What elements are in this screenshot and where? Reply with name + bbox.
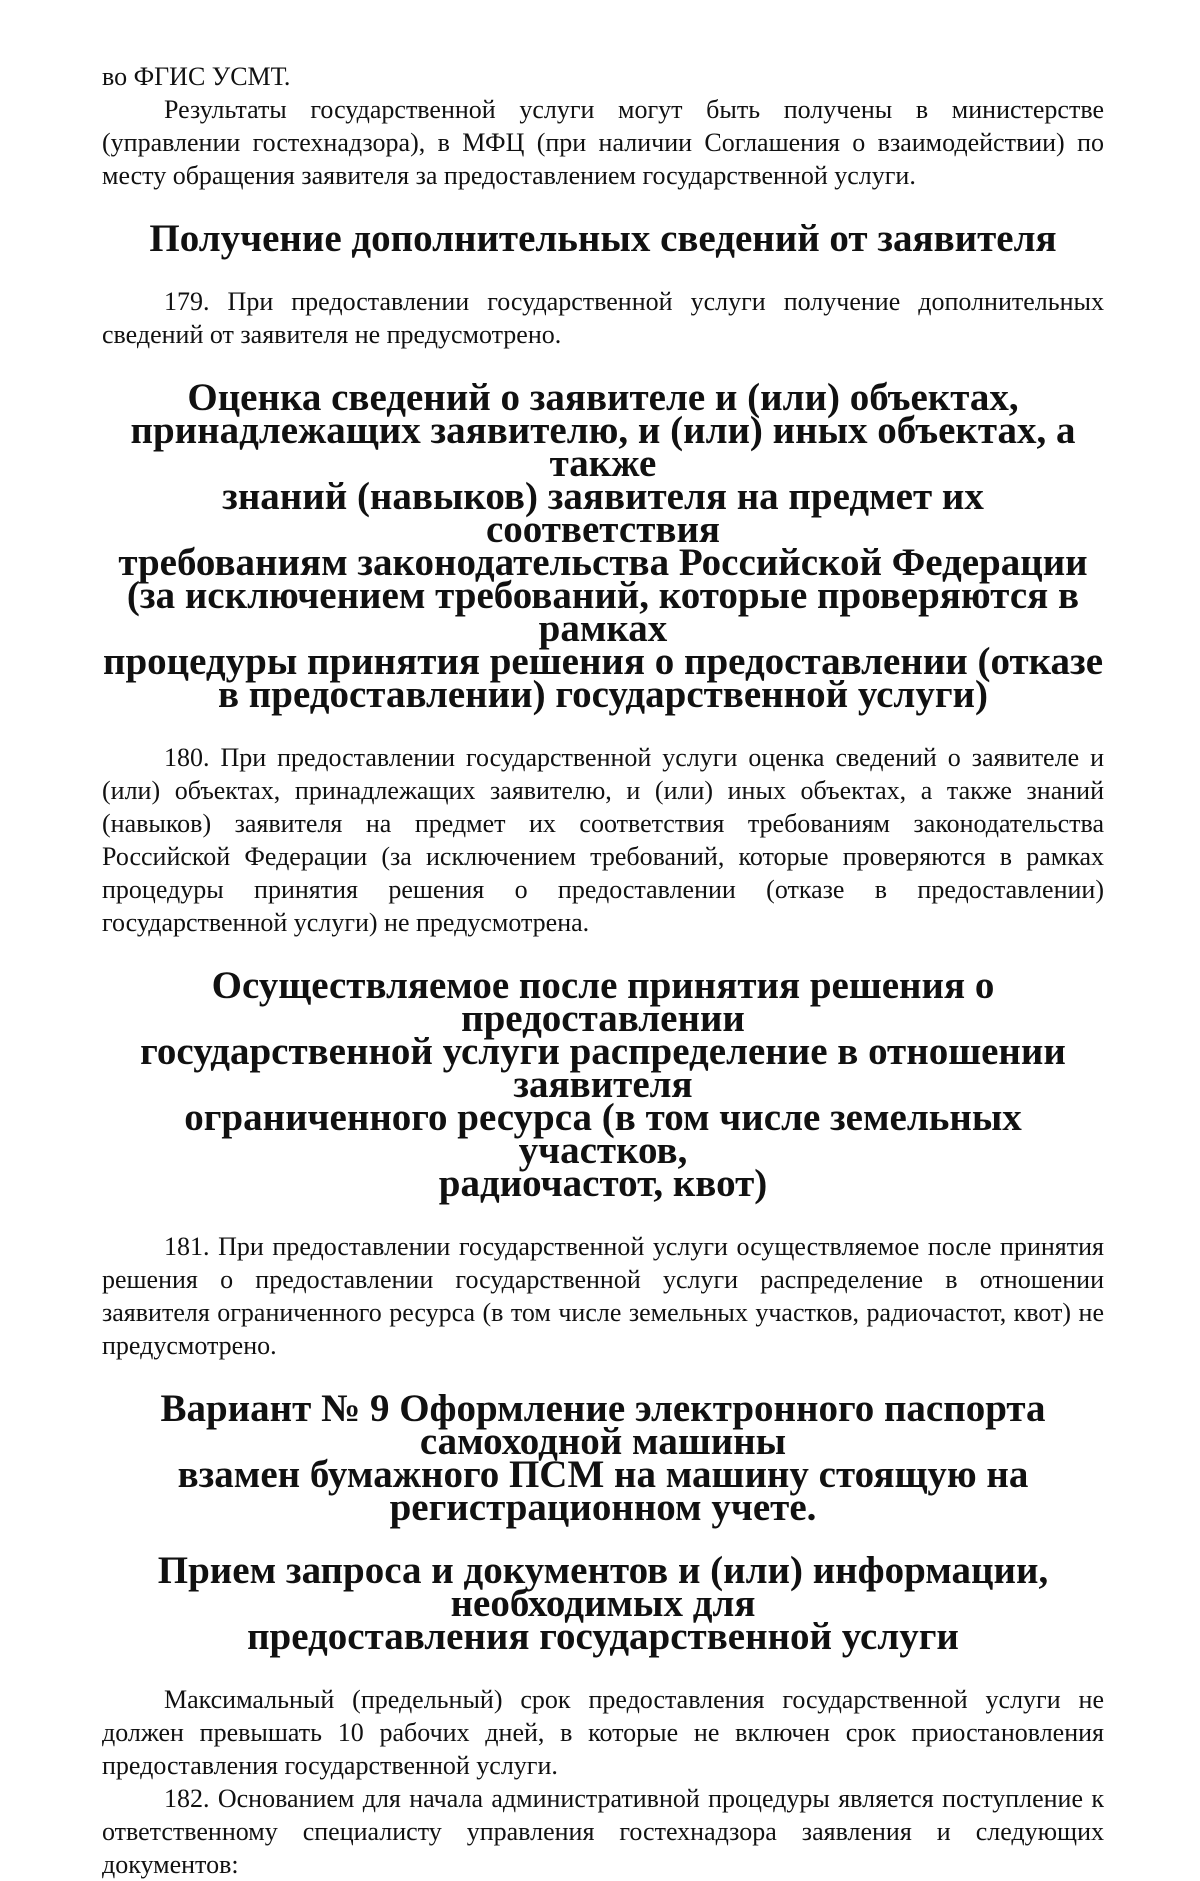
- heading-line: требованиям законодательства Российской Федерации: [118, 541, 1088, 584]
- heading-distribution: [102, 964, 1104, 1205]
- heading-line: в предоставлении) государственной услуги): [218, 673, 988, 716]
- heading-line: радиочастот, квот): [438, 1162, 768, 1205]
- heading-assessment: [102, 376, 1104, 716]
- heading-line: Прием запроса и документов и (или) информации, необходимых для: [157, 1549, 1049, 1625]
- heading-line: ограниченного ресурса (в том числе земельных участков,: [184, 1096, 1022, 1172]
- paragraph-179: 179. При предоставлении государственной услуги получение дополнительных сведений от заявителя не предусмотрено.: [102, 287, 1104, 349]
- heading-line: взамен бумажного ПСМ на машину стоящую на регистрационном учете.: [177, 1453, 1029, 1529]
- heading-line: Оценка сведений о заявителе и (или) объектах,: [187, 376, 1019, 419]
- heading-line: предоставления государственной услуги: [247, 1615, 959, 1658]
- heading-line: государственной услуги распределение в отношении заявителя: [140, 1030, 1066, 1106]
- heading-line: принадлежащих заявителю, и (или) иных объектах, а также: [130, 409, 1076, 485]
- paragraph-181: 181. При предоставлении государственной услуги осуществляемое после принятия решения о предоставлении государственной услуги распределение в отношении заявителя ограниченного ресурса (в том числе земельных участков, радиочастот, квот) не предусмотрено.: [102, 1232, 1104, 1360]
- results-paragraph: Результаты государственной услуги могут быть получены в министерстве (управлении гостехнадзора), в МФЦ (при наличии Соглашения о взаимодействии) по месту обращения заявителя за предоставлением государственной услуги.: [102, 95, 1104, 190]
- heading-line: Вариант № 9 Оформление электронного паспорта самоходной машины: [160, 1387, 1046, 1463]
- heading-reception: [102, 1549, 1104, 1658]
- paragraph-182: 182. Основанием для начала административной процедуры является поступление к ответственному специалисту управления гостехнадзора заявления и следующих документов:: [102, 1784, 1104, 1879]
- document-body: [102, 60, 1104, 1881]
- heading-line: (за исключением требований, которые проверяются в рамках: [126, 574, 1080, 650]
- heading-line: Получение дополнительных сведений от заявителя: [149, 217, 1057, 260]
- heading-line: процедуры принятия решения о предоставлении (отказе: [102, 640, 1104, 683]
- heading-line: Осуществляемое после принятия решения о предоставлении: [211, 964, 995, 1040]
- max-term-paragraph: Максимальный (предельный) срок предоставления государственной услуги не должен превышать 10 рабочих дней, в которые не включен срок приостановления предоставления государственной услуги.: [102, 1685, 1104, 1780]
- heading-additional-info: [102, 217, 1104, 260]
- heading-variant-9: [102, 1387, 1104, 1529]
- intro-line: во ФГИС УСМТ.: [102, 62, 291, 91]
- paragraph-180: 180. При предоставлении государственной услуги оценка сведений о заявителе и (или) объектах, принадлежащих заявителю, и (или) иных объектах, а также знаний (навыков) заявителя на предмет их соответствия требованиям законодательства Российской Федерации (за исключением требований, которые проверяются в рамках процедуры принятия решения о предоставлении (отказе в предоставлении) государственной услуги) не предусмотрена.: [102, 743, 1104, 937]
- heading-line: знаний (навыков) заявителя на предмет их соответствия: [222, 475, 984, 551]
